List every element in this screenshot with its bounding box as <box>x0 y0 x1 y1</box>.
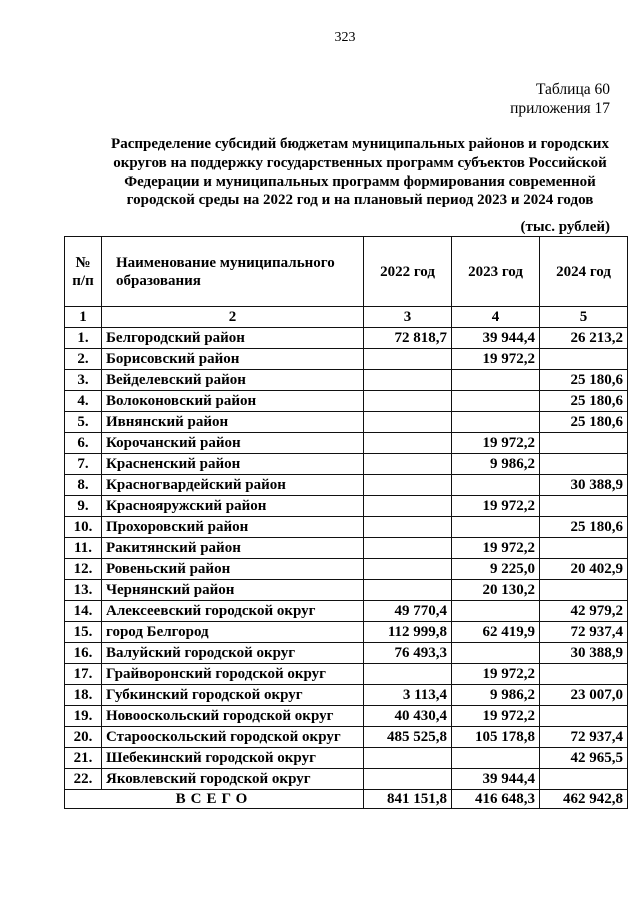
row-number: 15. <box>65 622 102 643</box>
header-2022: 2022 год <box>364 237 452 307</box>
table-row <box>65 454 628 475</box>
table-row <box>65 433 628 454</box>
municipality-name: город Белгород <box>102 622 364 643</box>
row-number: 1. <box>65 328 102 349</box>
row-number: 12. <box>65 559 102 580</box>
municipality-name: Новооскольский городской округ <box>102 706 364 727</box>
value-2022 <box>364 580 452 601</box>
value-2024 <box>540 433 628 454</box>
value-2023 <box>452 412 540 433</box>
table-row <box>65 349 628 370</box>
table-row <box>65 706 628 727</box>
table-row <box>65 328 628 349</box>
row-number: 10. <box>65 517 102 538</box>
value-2022: 76 493,3 <box>364 643 452 664</box>
row-number: 9. <box>65 496 102 517</box>
value-2024: 72 937,4 <box>540 727 628 748</box>
municipality-name: Губкинский городской округ <box>102 685 364 706</box>
row-number: 21. <box>65 748 102 769</box>
table-row <box>65 517 628 538</box>
value-2023: 19 972,2 <box>452 349 540 370</box>
title-line: городской среды на 2022 год и на плановый период 2023 и 2024 годов <box>126 192 594 209</box>
value-2024: 25 180,6 <box>540 391 628 412</box>
total-2022: 841 151,8 <box>364 790 452 809</box>
table-row <box>65 538 628 559</box>
value-2022: 49 770,4 <box>364 601 452 622</box>
row-number: 5. <box>65 412 102 433</box>
value-2023: 19 972,2 <box>452 433 540 454</box>
value-2023 <box>452 748 540 769</box>
municipality-name: Белгородский район <box>102 328 364 349</box>
column-number-row <box>65 307 628 328</box>
value-2023: 20 130,2 <box>452 580 540 601</box>
table-row <box>65 496 628 517</box>
value-2024 <box>540 706 628 727</box>
value-2024 <box>540 538 628 559</box>
title-line: Распределение субсидий бюджетам муниципальных районов и городских <box>111 136 609 152</box>
value-2022: 485 525,8 <box>364 727 452 748</box>
value-2022 <box>364 370 452 391</box>
value-2023: 9 986,2 <box>452 685 540 706</box>
value-2023: 19 972,2 <box>452 664 540 685</box>
value-2022 <box>364 475 452 496</box>
municipality-name: Алексеевский городской округ <box>102 601 364 622</box>
table-row <box>65 601 628 622</box>
value-2023: 19 972,2 <box>452 538 540 559</box>
units-label: (тыс. рублей) <box>520 219 610 235</box>
value-2023: 105 178,8 <box>452 727 540 748</box>
header-number: № п/п <box>65 237 102 307</box>
value-2022 <box>364 454 452 475</box>
row-number: 14. <box>65 601 102 622</box>
municipality-name: Ракитянский район <box>102 538 364 559</box>
table-reference <box>510 80 610 118</box>
value-2022 <box>364 664 452 685</box>
municipality-name: Волоконовский район <box>102 391 364 412</box>
value-2024: 25 180,6 <box>540 412 628 433</box>
table-row <box>65 559 628 580</box>
total-2023: 416 648,3 <box>452 790 540 809</box>
table-row <box>65 664 628 685</box>
municipality-name: Яковлевский городской округ <box>102 769 364 790</box>
value-2023: 62 419,9 <box>452 622 540 643</box>
value-2024 <box>540 496 628 517</box>
row-number: 7. <box>65 454 102 475</box>
value-2022 <box>364 748 452 769</box>
header-2024: 2024 год <box>540 237 628 307</box>
value-2022: 3 113,4 <box>364 685 452 706</box>
row-number: 13. <box>65 580 102 601</box>
municipality-name: Красногвардейский район <box>102 475 364 496</box>
column-number: 4 <box>452 307 540 328</box>
total-2024: 462 942,8 <box>540 790 628 809</box>
municipality-name: Вейделевский район <box>102 370 364 391</box>
value-2022 <box>364 559 452 580</box>
municipality-name: Красненский район <box>102 454 364 475</box>
table-row <box>65 748 628 769</box>
column-number: 3 <box>364 307 452 328</box>
value-2023 <box>452 391 540 412</box>
row-number: 4. <box>65 391 102 412</box>
row-number: 20. <box>65 727 102 748</box>
subsidy-table <box>64 236 628 809</box>
value-2023: 19 972,2 <box>452 706 540 727</box>
municipality-name: Чернянский район <box>102 580 364 601</box>
total-row <box>65 790 628 809</box>
value-2024: 20 402,9 <box>540 559 628 580</box>
value-2023 <box>452 601 540 622</box>
appendix-number: приложения 17 <box>510 100 610 117</box>
value-2022 <box>364 496 452 517</box>
value-2023: 19 972,2 <box>452 496 540 517</box>
value-2024: 30 388,9 <box>540 475 628 496</box>
table-row <box>65 370 628 391</box>
value-2022 <box>364 433 452 454</box>
value-2024: 42 979,2 <box>540 601 628 622</box>
value-2022 <box>364 391 452 412</box>
value-2023 <box>452 643 540 664</box>
row-number: 17. <box>65 664 102 685</box>
value-2022 <box>364 349 452 370</box>
value-2022: 112 999,8 <box>364 622 452 643</box>
municipality-name: Ивнянский район <box>102 412 364 433</box>
table-row <box>65 622 628 643</box>
value-2023: 9 225,0 <box>452 559 540 580</box>
value-2024: 42 965,5 <box>540 748 628 769</box>
value-2023 <box>452 370 540 391</box>
column-number: 5 <box>540 307 628 328</box>
row-number: 16. <box>65 643 102 664</box>
value-2024: 25 180,6 <box>540 370 628 391</box>
table-row <box>65 391 628 412</box>
value-2024: 25 180,6 <box>540 517 628 538</box>
municipality-name: Корочанский район <box>102 433 364 454</box>
table-row <box>65 412 628 433</box>
header-name: Наименование муниципального образования <box>102 237 364 307</box>
row-number: 19. <box>65 706 102 727</box>
municipality-name: Ровеньский район <box>102 559 364 580</box>
municipality-name: Борисовский район <box>102 349 364 370</box>
value-2022 <box>364 538 452 559</box>
value-2023 <box>452 475 540 496</box>
value-2022 <box>364 517 452 538</box>
value-2023 <box>452 517 540 538</box>
value-2024: 26 213,2 <box>540 328 628 349</box>
value-2024: 30 388,9 <box>540 643 628 664</box>
value-2024: 72 937,4 <box>540 622 628 643</box>
title-line: Федерации и муниципальных программ формирования современной <box>124 173 596 190</box>
municipality-name: Краснояружский район <box>102 496 364 517</box>
value-2022 <box>364 412 452 433</box>
value-2022: 40 430,4 <box>364 706 452 727</box>
value-2022: 72 818,7 <box>364 328 452 349</box>
value-2024 <box>540 664 628 685</box>
row-number: 3. <box>65 370 102 391</box>
table-row <box>65 769 628 790</box>
municipality-name: Грайворонский городской округ <box>102 664 364 685</box>
table-number: Таблица 60 <box>535 81 610 98</box>
page-number: 323 <box>334 30 356 45</box>
value-2024 <box>540 580 628 601</box>
row-number: 2. <box>65 349 102 370</box>
value-2024: 23 007,0 <box>540 685 628 706</box>
value-2022 <box>364 769 452 790</box>
row-number: 22. <box>65 769 102 790</box>
row-number: 11. <box>65 538 102 559</box>
column-number: 1 <box>65 307 102 328</box>
table-row <box>65 727 628 748</box>
table-row <box>65 475 628 496</box>
table-row <box>65 643 628 664</box>
title-line: округов на поддержку государственных программ субъектов Российской <box>113 154 607 171</box>
table-row <box>65 580 628 601</box>
column-number: 2 <box>102 307 364 328</box>
row-number: 6. <box>65 433 102 454</box>
value-2024 <box>540 349 628 370</box>
value-2023: 39 944,4 <box>452 328 540 349</box>
municipality-name: Валуйский городской округ <box>102 643 364 664</box>
table-row <box>65 685 628 706</box>
header-2023: 2023 год <box>452 237 540 307</box>
row-number: 8. <box>65 475 102 496</box>
value-2023: 39 944,4 <box>452 769 540 790</box>
municipality-name: Прохоровский район <box>102 517 364 538</box>
document-title <box>80 135 640 210</box>
municipality-name: Старооскольский городской округ <box>102 727 364 748</box>
value-2023: 9 986,2 <box>452 454 540 475</box>
value-2024 <box>540 769 628 790</box>
municipality-name: Шебекинский городской округ <box>102 748 364 769</box>
header-row <box>65 237 628 307</box>
row-number: 18. <box>65 685 102 706</box>
value-2024 <box>540 454 628 475</box>
total-label: ВСЕГО <box>65 790 364 809</box>
